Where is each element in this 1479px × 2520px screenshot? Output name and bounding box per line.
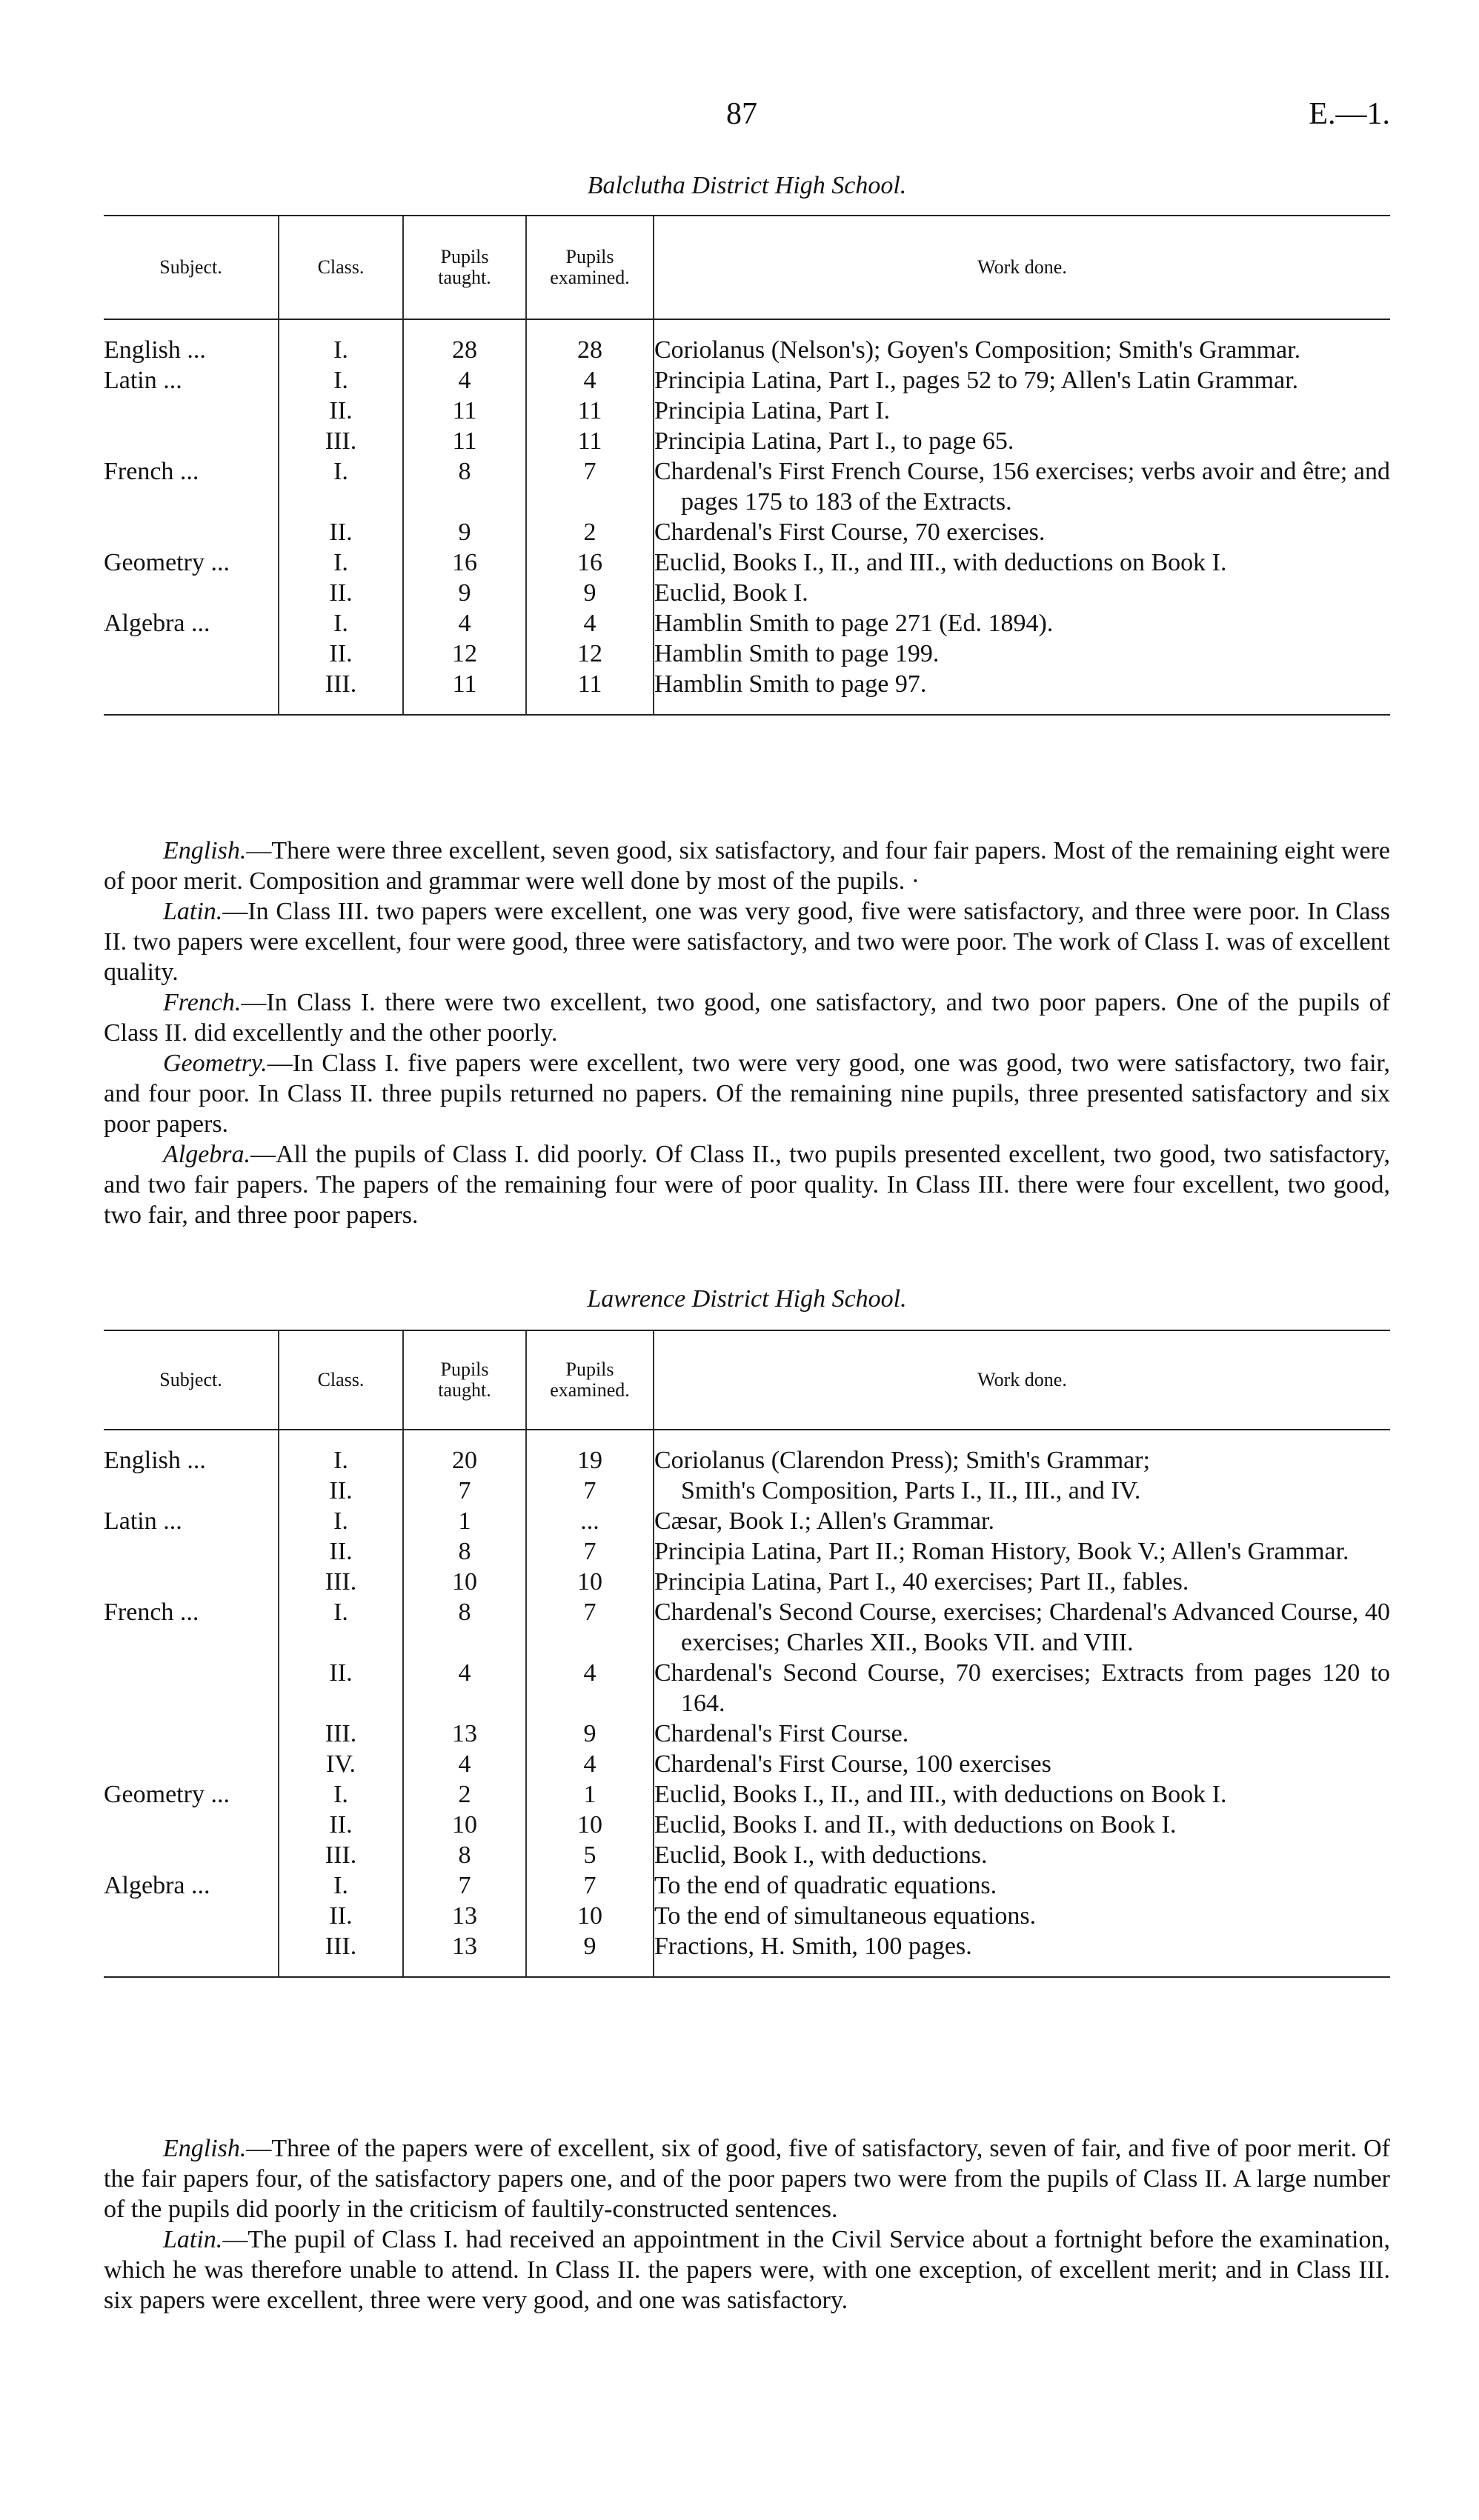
class-cell: II.: [279, 1658, 403, 1719]
class-cell: I.: [279, 1597, 403, 1658]
table-row: [104, 1597, 1390, 1658]
examined-cell: 4: [526, 365, 654, 396]
work-cell: Chardenal's First French Course, 156 exercises; verbs avoir and être; and pages 175 to 183 of the Extracts.: [654, 458, 1390, 516]
subject-cell: Algebra ...: [104, 1872, 210, 1899]
examined-cell: 7: [526, 1476, 654, 1506]
report-lead: Latin.: [163, 2226, 223, 2253]
examined-cell: 12: [526, 639, 654, 669]
col-header-work: Work done.: [654, 1330, 1390, 1430]
examined-cell: 10: [526, 1810, 654, 1840]
report-lead: French.: [163, 989, 242, 1016]
work-cell: Chardenal's First Course.: [654, 1720, 909, 1747]
work-cell: Chardenal's First Course, 70 exercises.: [654, 519, 1046, 546]
taught-cell: 1: [403, 1506, 526, 1536]
report-text: —All the pupils of Class I. did poorly. Of Class II., two pupils presented excellent, two good, two satisfactory, and two fair papers. The papers of the remaining four were of poor quality. In Class III. there were four excellent, two good, two fair, and three poor papers.: [104, 1141, 1390, 1229]
taught-cell: 12: [403, 639, 526, 669]
report-lead: Algebra.: [163, 1141, 251, 1168]
subject-cell: [104, 1931, 279, 1961]
report-text: —Three of the papers were of excellent, six of good, five of satisfactory, seven of fair, and five of poor merit. Of the fair papers four, of the satisfactory papers one, and of the poor papers two were from the pupils of Class II. A large number of the pupils did poorly in the criticism of faultily-constructed sentences.: [104, 2135, 1390, 2223]
class-cell: II.: [279, 1810, 403, 1840]
class-cell: III.: [279, 1719, 403, 1749]
class-cell: III.: [279, 1840, 403, 1870]
class-cell: II.: [279, 396, 403, 426]
taught-cell: 11: [403, 426, 526, 456]
subject-cell: English ...: [104, 336, 206, 364]
taught-cell: 7: [403, 1476, 526, 1506]
class-cell: III.: [279, 669, 403, 699]
taught-cell: 8: [403, 1536, 526, 1567]
table-row: [104, 365, 1390, 396]
examined-cell: 7: [526, 456, 654, 517]
work-cell: Cæsar, Book I.; Allen's Grammar.: [654, 1507, 994, 1535]
report-paragraph: [104, 987, 1390, 1048]
class-cell: I.: [279, 608, 403, 639]
table-row: [104, 426, 1390, 456]
subject-cell: [104, 669, 279, 699]
report-text: —In Class I. there were two excellent, two good, one satisfactory, and two poor papers. One of the pupils of Class II. did excellently and the other poorly.: [104, 989, 1390, 1047]
report-text: —In Class I. five papers were excellent, two were very good, one was good, two were satisfactory, two fair, and four poor. In Class II. three pupils returned no papers. Of the remaining nine pupils, three presented satisfactory and six poor papers.: [104, 1050, 1390, 1138]
taught-cell: 2: [403, 1779, 526, 1810]
taught-cell: 13: [403, 1719, 526, 1749]
taught-cell: 16: [403, 547, 526, 578]
subject-cell: [104, 517, 279, 547]
class-cell: I.: [279, 547, 403, 578]
work-cell: Euclid, Book I., with deductions.: [654, 1841, 988, 1869]
work-cell: Hamblin Smith to page 271 (Ed. 1894).: [654, 610, 1054, 637]
work-cell: Principia Latina, Part II.; Roman History, Book V.; Allen's Grammar.: [654, 1538, 1349, 1565]
examined-cell: 19: [526, 1445, 654, 1476]
examined-cell: 7: [526, 1597, 654, 1658]
taught-cell: 13: [403, 1931, 526, 1961]
table-row: [104, 1567, 1390, 1597]
work-cell: Chardenal's First Course, 100 exercises: [654, 1750, 1051, 1778]
document-code: E.—1.: [1309, 97, 1390, 131]
class-cell: II.: [279, 517, 403, 547]
table-row: [104, 1445, 1390, 1476]
work-cell: Euclid, Book I.: [654, 579, 808, 607]
work-cell: Euclid, Books I., II., and III., with deductions on Book I.: [654, 549, 1227, 576]
subject-cell: [104, 1567, 279, 1597]
table-row: [104, 1931, 1390, 1961]
class-cell: III.: [279, 426, 403, 456]
taught-cell: 11: [403, 396, 526, 426]
table-row: [104, 608, 1390, 639]
balclutha-report: [104, 836, 1390, 1230]
examined-cell: 4: [526, 1658, 654, 1719]
class-cell: II.: [279, 578, 403, 608]
taught-cell: 28: [403, 335, 526, 365]
taught-cell: 20: [403, 1445, 526, 1476]
table-row: [104, 1870, 1390, 1901]
class-cell: III.: [279, 1567, 403, 1597]
table-row: [104, 639, 1390, 669]
class-cell: I.: [279, 1506, 403, 1536]
examined-cell: 4: [526, 608, 654, 639]
report-lead: Latin.: [163, 898, 223, 925]
table-row: [104, 517, 1390, 547]
examined-cell: 11: [526, 669, 654, 699]
class-cell: IV.: [279, 1749, 403, 1779]
class-cell: II.: [279, 1476, 403, 1506]
examined-cell: 7: [526, 1870, 654, 1901]
table-row: [104, 1810, 1390, 1840]
taught-cell: 4: [403, 608, 526, 639]
work-cell: Chardenal's Second Course, exercises; Chardenal's Advanced Course, 40 exercises; Charles XII., Books VII. and VIII.: [654, 1599, 1390, 1656]
taught-cell: 10: [403, 1810, 526, 1840]
class-cell: I.: [279, 1445, 403, 1476]
work-cell: Smith's Composition, Parts I., II., III., and IV.: [681, 1477, 1141, 1504]
table-row: [104, 1779, 1390, 1810]
table-row: [104, 547, 1390, 578]
table-row: [104, 1536, 1390, 1567]
work-cell: Principia Latina, Part I., to page 65.: [654, 427, 1014, 455]
examined-cell: 28: [526, 335, 654, 365]
page-number: 87: [726, 97, 757, 131]
taught-cell: 10: [403, 1567, 526, 1597]
subject-cell: Algebra ...: [104, 610, 210, 637]
report-paragraph: [104, 836, 1390, 896]
examined-cell: 11: [526, 426, 654, 456]
examined-cell: ...: [526, 1506, 654, 1536]
report-paragraph: [104, 896, 1390, 987]
taught-cell: 9: [403, 578, 526, 608]
table-row: [104, 1901, 1390, 1931]
table-row: [104, 1476, 1390, 1506]
work-cell: Euclid, Books I. and II., with deductions on Book I.: [654, 1811, 1177, 1839]
examined-cell: 9: [526, 1719, 654, 1749]
col-header-subject: Subject.: [104, 216, 279, 319]
col-header-class: Class.: [279, 216, 403, 319]
examined-cell: 1: [526, 1779, 654, 1810]
col-header-examined: Pupils examined.: [526, 1330, 654, 1430]
examined-cell: 4: [526, 1749, 654, 1779]
class-cell: I.: [279, 456, 403, 517]
examined-cell: 5: [526, 1840, 654, 1870]
taught-cell: 13: [403, 1901, 526, 1931]
taught-cell: 11: [403, 669, 526, 699]
subject-cell: English ...: [104, 1447, 206, 1474]
table-row: [104, 1749, 1390, 1779]
col-header-subject: Subject.: [104, 1330, 279, 1430]
subject-cell: [104, 396, 279, 426]
subject-cell: Latin ...: [104, 367, 182, 394]
taught-cell: 7: [403, 1870, 526, 1901]
lawrence-report: [104, 2133, 1390, 2316]
report-paragraph: [104, 2224, 1390, 2316]
subject-cell: [104, 1840, 279, 1870]
examined-cell: 7: [526, 1536, 654, 1567]
table-row: [104, 396, 1390, 426]
col-header-taught: Pupils taught.: [403, 1330, 526, 1430]
class-cell: I.: [279, 1779, 403, 1810]
report-text: —There were three excellent, seven good, six satisfactory, and four fair papers. Most of the remaining eight were of poor merit. Composition and grammar were well done by most of the pupils. ·: [104, 837, 1390, 895]
lawrence-caption: Lawrence District High School.: [587, 1285, 907, 1313]
work-cell: Chardenal's Second Course, 70 exercises; Extracts from pages 120 to 164.: [654, 1659, 1390, 1717]
report-text: —In Class III. two papers were excellent, one was very good, five were satisfactory, and three were poor. In Class II. two papers were excellent, four were good, three were satisfactory, and two were poor. The work of Class I. was of excellent quality.: [104, 898, 1390, 986]
examined-cell: 9: [526, 1931, 654, 1961]
subject-cell: [104, 1901, 279, 1931]
table-row: [104, 1719, 1390, 1749]
subject-cell: [104, 578, 279, 608]
examined-cell: 2: [526, 517, 654, 547]
taught-cell: 8: [403, 1840, 526, 1870]
subject-cell: Latin ...: [104, 1507, 182, 1535]
table-row: [104, 1506, 1390, 1536]
class-cell: II.: [279, 1901, 403, 1931]
work-cell: Fractions, H. Smith, 100 pages.: [654, 1933, 972, 1960]
subject-cell: [104, 1749, 279, 1779]
work-cell: Principia Latina, Part I.: [654, 397, 891, 424]
taught-cell: 9: [403, 517, 526, 547]
report-text: —The pupil of Class I. had received an appointment in the Civil Service about a fortnight before the examination, which he was therefore unable to attend. In Class II. the papers were, with one exception, of excellent merit; and in Class III. six papers were excellent, three were very good, and one was satisfactory.: [104, 2226, 1390, 2314]
class-cell: III.: [279, 1931, 403, 1961]
taught-cell: 8: [403, 456, 526, 517]
work-cell: Coriolanus (Clarendon Press); Smith's Grammar;: [654, 1447, 1151, 1474]
subject-cell: [104, 1810, 279, 1840]
class-cell: I.: [279, 335, 403, 365]
work-cell: Hamblin Smith to page 199.: [654, 640, 940, 667]
report-paragraph: [104, 2133, 1390, 2224]
table-row: [104, 578, 1390, 608]
report-lead: English.: [163, 837, 247, 864]
report-lead: Geometry.: [163, 1050, 267, 1077]
work-cell: Coriolanus (Nelson's); Goyen's Composition; Smith's Grammar.: [654, 336, 1301, 364]
subject-cell: French ...: [104, 458, 199, 485]
subject-cell: French ...: [104, 1599, 199, 1626]
subject-cell: [104, 639, 279, 669]
col-header-class: Class.: [279, 1330, 403, 1430]
examined-cell: 9: [526, 578, 654, 608]
table-row: [104, 1658, 1390, 1719]
balclutha-caption: Balclutha District High School.: [587, 172, 907, 199]
examined-cell: 16: [526, 547, 654, 578]
taught-cell: 4: [403, 1658, 526, 1719]
taught-cell: 8: [403, 1597, 526, 1658]
taught-cell: 4: [403, 365, 526, 396]
col-header-examined: Pupils examined.: [526, 216, 654, 319]
balclutha-table: [104, 215, 1390, 716]
subject-cell: Geometry ...: [104, 1781, 230, 1808]
subject-cell: [104, 426, 279, 456]
subject-cell: [104, 1536, 279, 1567]
examined-cell: 11: [526, 396, 654, 426]
work-cell: Euclid, Books I., II., and III., with deductions on Book I.: [654, 1781, 1227, 1808]
col-header-work: Work done.: [654, 216, 1390, 319]
table-row: [104, 456, 1390, 517]
table-row: [104, 1840, 1390, 1870]
lawrence-table: [104, 1330, 1390, 1978]
col-header-taught: Pupils taught.: [403, 216, 526, 319]
work-cell: Principia Latina, Part I., pages 52 to 79; Allen's Latin Grammar.: [654, 367, 1299, 394]
table-row: [104, 335, 1390, 365]
subject-cell: [104, 1476, 279, 1506]
subject-cell: Geometry ...: [104, 549, 230, 576]
report-paragraph: [104, 1048, 1390, 1139]
report-paragraph: [104, 1139, 1390, 1230]
subject-cell: [104, 1719, 279, 1749]
class-cell: II.: [279, 1536, 403, 1567]
class-cell: II.: [279, 639, 403, 669]
subject-cell: [104, 1658, 279, 1719]
table-row: [104, 669, 1390, 699]
work-cell: To the end of simultaneous equations.: [654, 1902, 1037, 1930]
examined-cell: 10: [526, 1567, 654, 1597]
class-cell: I.: [279, 365, 403, 396]
taught-cell: 4: [403, 1749, 526, 1779]
work-cell: Principia Latina, Part I., 40 exercises; Part II., fables.: [654, 1568, 1189, 1596]
work-cell: Hamblin Smith to page 97.: [654, 670, 927, 698]
work-cell: To the end of quadratic equations.: [654, 1872, 997, 1899]
examined-cell: 10: [526, 1901, 654, 1931]
report-lead: English.: [163, 2135, 247, 2162]
class-cell: I.: [279, 1870, 403, 1901]
